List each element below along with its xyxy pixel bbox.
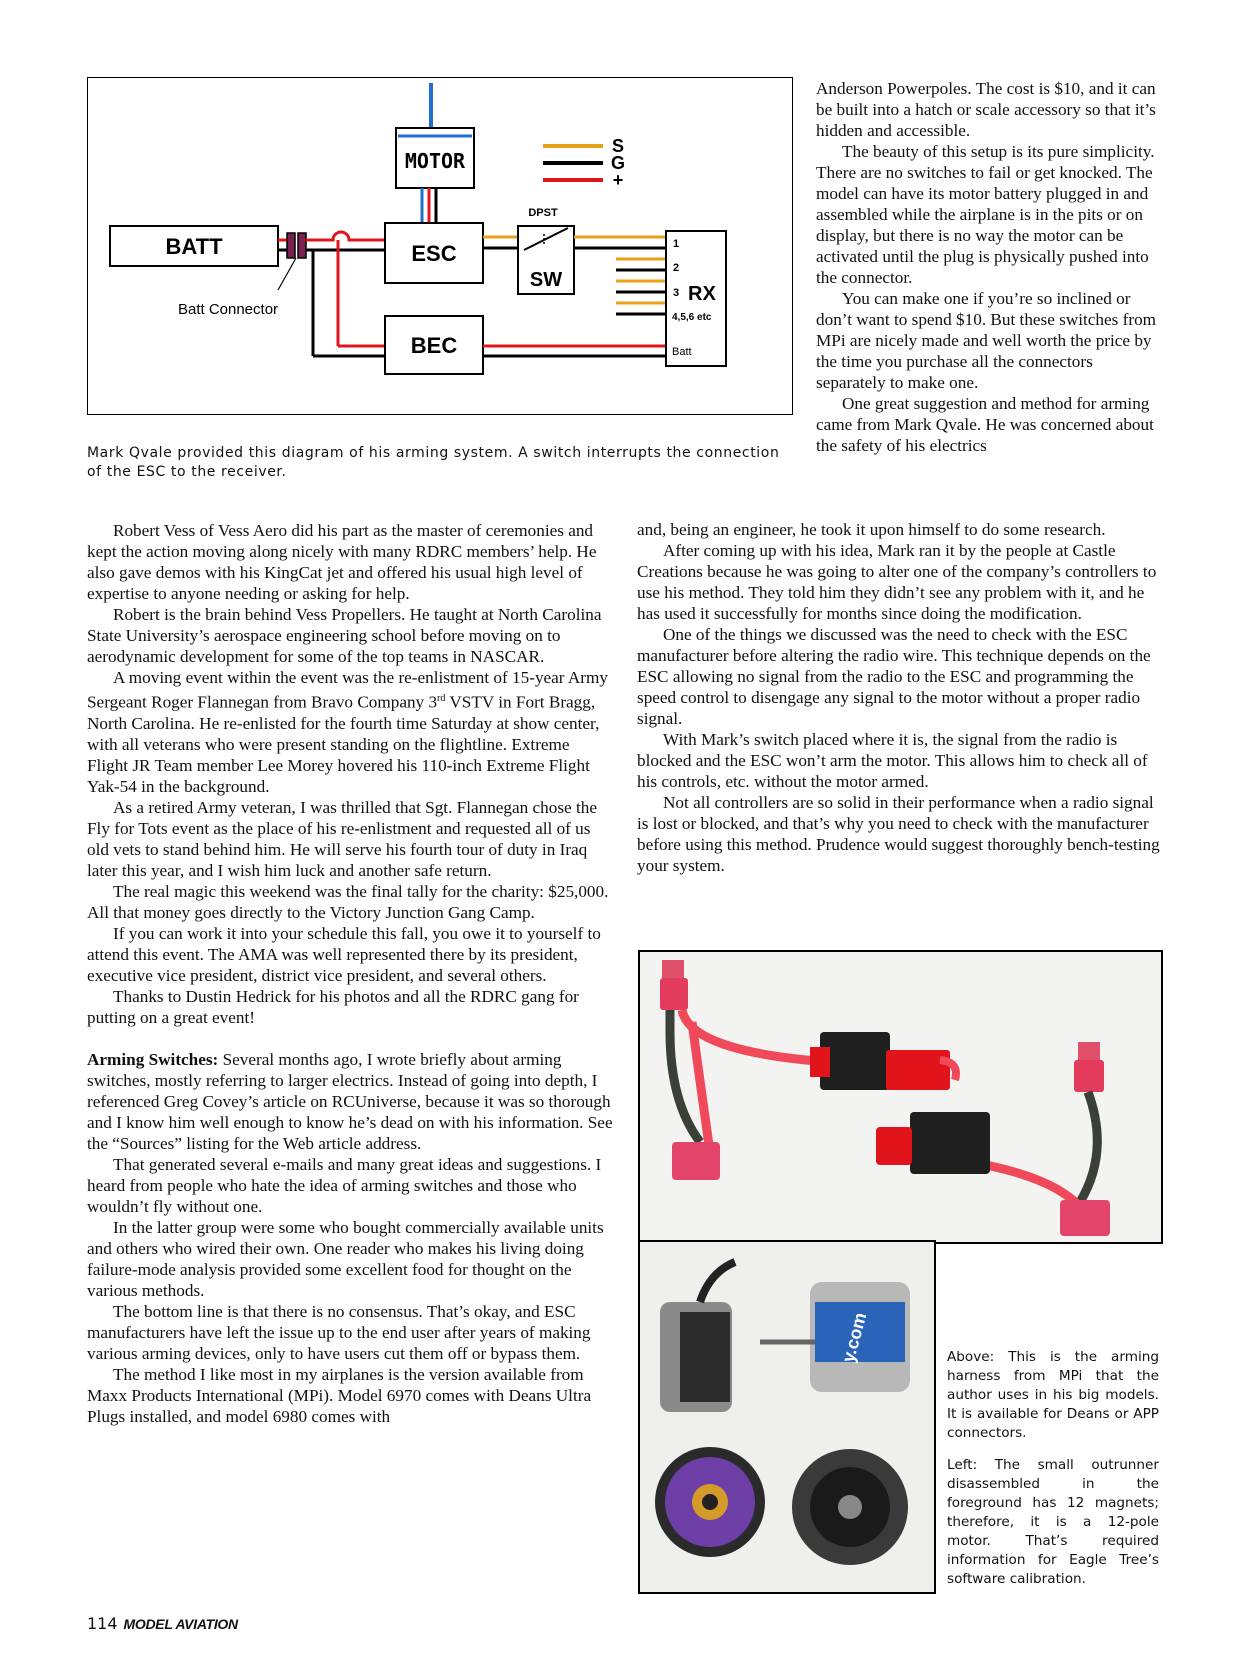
- legend-g: G: [610, 153, 626, 173]
- paragraph: [87, 667, 613, 797]
- paragraph: Not all controllers are so solid in their performance when a radio signal is lost or blocked, and that’s why you need to check with the manufacturer before using this method. Prudence would suggest thoroughly bench-testing your system.: [637, 793, 1160, 875]
- paragraph: The method I like most in my airplanes is the version available from Maxx Products International (MPi). Model 6970 comes with Deans Ultra Plugs installed, and model 6980 comes with: [87, 1364, 592, 1426]
- paragraph: Robert Vess of Vess Aero did his part as the master of ceremonies and kept the action moving along nicely with many RDRC members’ help. He also gave demos with his KingCat jet and offered his usual high level of expertise to anyone needing or asking for help.: [87, 521, 597, 603]
- right-column-middle: [637, 519, 1161, 876]
- esc-label: ESC: [411, 241, 457, 266]
- right-column-top: [816, 78, 1161, 456]
- batt-connector-right: [298, 233, 306, 258]
- paragraph: In the latter group were some who bought commercially available units and others who wired their own. One reader who makes his living doing failure-mode analysis provided some excellent food for thought on the various methods.: [87, 1217, 604, 1300]
- paragraph: The bottom line is that there is no consensus. That’s okay, and ESC manufacturers have left the issue up to the end user after years of making various arming devices, only to have users cut them off or bypass them.: [87, 1301, 591, 1363]
- batt-connector-pointer: [278, 258, 296, 290]
- wiring-diagram-svg: [88, 78, 792, 414]
- harness-illustration: [640, 952, 1161, 1242]
- superscript: rd: [437, 693, 446, 704]
- paragraph: If you can work it into your schedule this fall, you owe it to yourself to attend this event. The AMA was well represented there by its president, executive vice president, district vice president, and several others.: [87, 923, 601, 985]
- photo-outrunner-motor: [638, 1240, 936, 1594]
- diagram-caption: Mark Qvale provided this diagram of his arming system. A switch interrupts the connection of the ESC to the receiver.: [87, 445, 780, 480]
- magazine-name: MODEL AVIATION: [123, 1616, 238, 1632]
- servo-wire-stubs: [616, 259, 666, 314]
- rx-pin-2: 2: [673, 262, 680, 274]
- page-number: 114: [87, 1614, 118, 1633]
- motor-illustration: [640, 1242, 934, 1592]
- batt-connector-left: [287, 233, 295, 258]
- rx-pin-1: 1: [673, 238, 680, 250]
- paragraph: One great suggestion and method for arming came from Mark Qvale. He was concerned about the safety of his electrics: [816, 394, 1154, 455]
- paragraph: Anderson Powerpoles. The cost is $10, and it can be built into a hatch or scale accessory so that it’s hidden and accessible.: [816, 79, 1156, 140]
- rx-pin-3: 3: [673, 287, 680, 299]
- paragraph: The real magic this weekend was the final tally for the charity: $25,000. All that money goes directly to the Victory Junction Gang Camp.: [87, 881, 609, 922]
- dpst-label: DPST: [528, 207, 558, 219]
- page-footer: [87, 1614, 238, 1633]
- paragraph: As a retired Army veteran, I was thrilled that Sgt. Flannegan chose the Fly for Tots event as the place of his re-enlistment and requested all of us old vets to stand behind him. He will serve his fourth tour of duty in Iraq later this year, and I wish him luck and another safe return.: [87, 797, 597, 880]
- motor-brand-text: y.com: [837, 1310, 871, 1365]
- motor-bell-black: [792, 1449, 908, 1565]
- paragraph: After coming up with his idea, Mark ran it by the people at Castle Creations because he was going to alter one of the company’s controllers to use his method. They told him they didn’t see any problem with it, and he has used it successfully for months since doing the modification.: [637, 541, 1157, 623]
- photo-captions: [947, 1348, 1159, 1602]
- rx-pin-batt: Batt: [672, 346, 692, 358]
- paragraph: The beauty of this setup is its pure simplicity. There are no switches to fail or get knocked. The model can have its motor battery plugged in and assembled while the airplane is in the pits or on display, but there is no way the motor can be activated until the plug is physically pushed into the connector.: [816, 142, 1155, 287]
- paragraph: [87, 1049, 613, 1154]
- paragraph: That generated several e-mails and many great ideas and suggestions. I heard from people who hate the idea of arming switches and those who wouldn’t fly without one.: [87, 1154, 602, 1216]
- bec-label: BEC: [410, 333, 458, 358]
- section-heading: Arming Switches:: [87, 1049, 219, 1069]
- rx-pin-4-6: 4,5,6 etc: [672, 312, 712, 323]
- motor-rotor-purple: [655, 1447, 765, 1557]
- text: A moving event within the event was the re-enlistment of 15-year Army Sergeant Roger Flannegan from Bravo Company 3: [87, 668, 608, 712]
- paragraph: One of the things we discussed was the need to check with the ESC manufacturer before altering the radio wire. This technique depends on the ESC allowing no signal from the radio to the ESC and programming the speed control to disengage any signal to the motor without a proper radio signal.: [637, 625, 1151, 728]
- paragraph: Robert is the brain behind Vess Propellers. He taught at North Carolina State University’s aerospace engineering school before moving on to aerodynamic development for some of the top teams in NASCAR.: [87, 605, 602, 666]
- rx-label: RX: [688, 283, 716, 305]
- left-column: [87, 520, 613, 1427]
- legend-plus: +: [612, 170, 624, 190]
- paragraph: With Mark’s switch placed where it is, the signal from the radio is blocked and the ESC won’t arm the motor. This allows him to check all of his controls, etc. without the motor armed.: [637, 730, 1148, 791]
- paragraph: You can make one if you’re so inclined or don’t want to spend $10. But these switches from MPi are nicely made and well worth the price by the time you purchase all the connectors separately to make one.: [816, 289, 1157, 392]
- legend-s: S: [611, 136, 625, 156]
- paragraph: Thanks to Dustin Hedrick for his photos and all the RDRC gang for putting on a great event!: [87, 986, 579, 1027]
- paragraph: and, being an engineer, he took it upon himself to do some research.: [637, 520, 1106, 539]
- wiring-diagram: [87, 77, 793, 415]
- batt-connector-label: Batt Connector: [177, 301, 279, 318]
- text: Several months ago, I wrote briefly about arming switches, mostly referring to larger electrics. Instead of going into depth, I referenced Greg Covey’s article on RCUniverse, because it was so thorough and I know him well enough to know he’s dead on with his information. See the “Sources” listing for the Web article address.: [87, 1049, 613, 1153]
- motor-label: MOTOR: [404, 149, 466, 173]
- caption-left: Left: The small outrunner disassembled in the foreground has 12 magnets; therefore, it is a 12-pole motor. That’s required information for Eagle Tree’s software calibration.: [947, 1457, 1159, 1587]
- switch-label: SW: [529, 269, 563, 291]
- esc-pos-wire: [306, 232, 385, 240]
- text: VSTV in Fort Bragg, North Carolina. He re-enlisted for the fourth time Saturday at show center, with all veterans who were present standing on the flightline. Extreme Flight JR Team member Lee Morey hovered his 110-inch Extreme Flight Yak-54 in the background.: [87, 692, 600, 796]
- caption-above: Above: This is the arming harness from MPi that the author uses in his big models. It is available for Deans or APP connectors.: [947, 1349, 1159, 1441]
- batt-label: BATT: [165, 234, 223, 259]
- photo-arming-harness: [638, 950, 1163, 1244]
